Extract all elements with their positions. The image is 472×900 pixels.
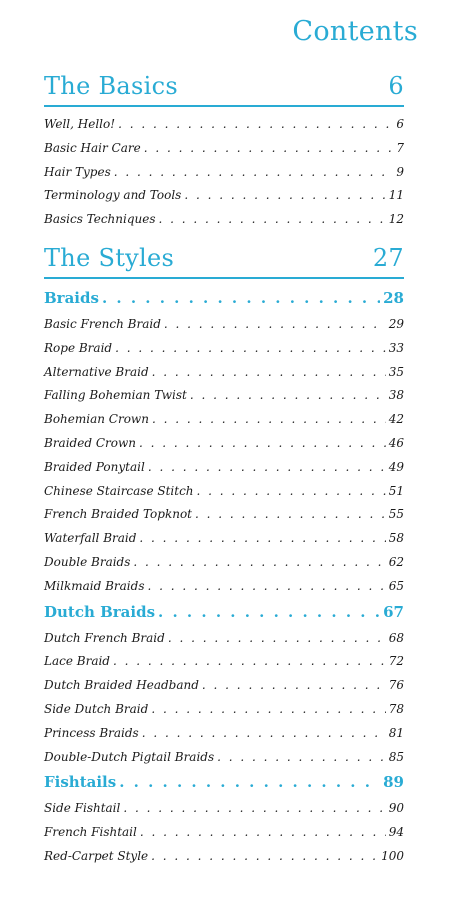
entry-page-number: 65 (388, 578, 404, 593)
entry-label: Side Dutch Braid (44, 701, 149, 716)
dot-leader (123, 801, 385, 815)
entry-label: Bohemian Crown (44, 412, 149, 427)
entry-page-number: 81 (388, 725, 404, 740)
entry-page-number: 68 (388, 630, 404, 645)
toc-entry (44, 654, 404, 678)
toc-list (44, 289, 404, 873)
entry-label: Double Braids (44, 554, 131, 569)
entry-label: Well, Hello! (44, 117, 116, 131)
toc-entry (44, 531, 404, 555)
entry-label: Rope Braid (44, 340, 113, 355)
toc-entry (44, 702, 404, 726)
entry-label: Braided Ponytail (44, 459, 145, 474)
toc-entry (44, 849, 404, 873)
entry-label: Dutch Braided Headband (44, 678, 199, 693)
toc-group-heading (44, 773, 404, 801)
toc-group-heading (44, 289, 404, 317)
dot-leader (142, 726, 386, 740)
toc-entry (44, 507, 404, 531)
entry-page-number: 6 (396, 117, 404, 131)
toc-entry (44, 484, 404, 508)
entry-label: Falling Bohemian Twist (44, 388, 187, 403)
entry-page-number: 85 (388, 749, 404, 764)
entry-label: Chinese Staircase Stitch (44, 483, 194, 498)
dot-leader (164, 317, 386, 331)
toc-entry (44, 678, 404, 702)
entry-page-number: 35 (388, 364, 404, 379)
toc-entry (44, 365, 404, 389)
toc-entry (44, 436, 404, 460)
toc-entry (44, 341, 404, 365)
toc-entry (44, 141, 404, 165)
section-title: The Styles (44, 244, 175, 272)
entry-label: French Braided Topknot (44, 507, 193, 522)
entry-label: Basic French Braid (44, 317, 161, 331)
entry-page-number: 89 (383, 773, 404, 792)
entry-page-number: 33 (388, 340, 404, 355)
entry-page-number: 7 (396, 140, 404, 155)
toc-entry (44, 825, 404, 849)
entry-label: Braids (44, 289, 99, 307)
entry-page-number: 11 (388, 188, 404, 203)
toc-entry (44, 631, 404, 655)
dot-leader (184, 188, 385, 202)
toc-entry (44, 726, 404, 750)
entry-page-number: 55 (388, 507, 404, 522)
toc-entry (44, 388, 404, 412)
dot-leader (159, 212, 386, 226)
entry-page-number: 76 (388, 678, 404, 693)
dot-leader (113, 654, 386, 668)
entry-label: Lace Braid (44, 654, 110, 669)
dot-leader (202, 678, 386, 692)
dot-leader (197, 484, 386, 498)
section-page: 27 (372, 244, 404, 272)
dot-leader (190, 388, 386, 402)
entry-page-number: 12 (388, 212, 404, 227)
entry-page-number: 58 (388, 531, 404, 546)
entry-label: Basics Techniques (44, 212, 156, 227)
entry-page-number: 100 (381, 848, 404, 863)
dot-leader (115, 341, 386, 355)
entry-page-number: 78 (388, 701, 404, 716)
section-title: The Basics (44, 72, 178, 100)
entry-page-number: 67 (383, 602, 404, 621)
dot-leader (168, 631, 386, 645)
toc-entry (44, 412, 404, 436)
section-heading (44, 72, 404, 107)
entry-label: Red-Carpet Style (44, 848, 149, 863)
toc-entry (44, 579, 404, 603)
dot-leader (148, 579, 386, 593)
dot-leader (119, 773, 380, 791)
entry-page-number: 46 (388, 435, 404, 450)
dot-leader (152, 365, 386, 379)
section-heading (44, 244, 404, 279)
entry-page-number: 62 (388, 554, 404, 569)
entry-label: Dutch French Braid (44, 630, 165, 645)
entry-page-number: 90 (388, 801, 404, 816)
dot-leader (148, 460, 386, 474)
section-page: 6 (388, 72, 404, 100)
toc-entry (44, 750, 404, 774)
entry-page-number: 28 (383, 289, 404, 307)
toc-entry (44, 188, 404, 212)
entry-page-number: 94 (388, 825, 404, 840)
dot-leader (139, 436, 386, 450)
entry-label: Fishtails (44, 773, 117, 792)
entry-page-number: 42 (388, 412, 404, 427)
dot-leader (118, 117, 393, 131)
toc-entry (44, 117, 404, 141)
section-styles (44, 244, 404, 873)
entry-label: Dutch Braids (44, 602, 156, 621)
entry-label: French Fishtail (44, 825, 137, 840)
dot-leader (144, 141, 394, 155)
entry-page-number: 49 (388, 459, 404, 474)
toc-group-heading (44, 603, 404, 631)
dot-leader (151, 849, 378, 863)
entry-page-number: 72 (388, 654, 404, 669)
dot-leader (140, 825, 386, 839)
entry-label: Double-Dutch Pigtail Braids (44, 749, 215, 764)
toc-entry (44, 212, 404, 236)
entry-page-number: 29 (388, 317, 404, 331)
toc-entry (44, 801, 404, 825)
entry-label: Waterfall Braid (44, 531, 137, 546)
entry-label: Braided Crown (44, 435, 136, 450)
toc-entry (44, 555, 404, 579)
entry-page-number: 9 (396, 164, 404, 179)
entry-label: Alternative Braid (44, 364, 149, 379)
entry-page-number: 38 (388, 388, 404, 403)
dot-leader (151, 702, 385, 716)
dot-leader (139, 531, 385, 545)
toc-entry (44, 317, 404, 341)
dot-leader (217, 750, 386, 764)
dot-leader (195, 507, 386, 521)
entry-page-number: 51 (388, 483, 404, 498)
entry-label: Terminology and Tools (44, 188, 182, 203)
dot-leader (158, 603, 380, 621)
dot-leader (114, 165, 394, 179)
dot-leader (102, 289, 380, 307)
section-basics (44, 72, 404, 236)
toc-list (44, 117, 404, 236)
toc-entry (44, 460, 404, 484)
toc-entry (44, 165, 404, 189)
entry-label: Basic Hair Care (44, 140, 141, 155)
entry-label: Princess Braids (44, 725, 139, 740)
dot-leader (152, 412, 386, 426)
dot-leader (133, 555, 385, 569)
page-title: Contents (292, 16, 418, 47)
entry-label: Hair Types (44, 164, 111, 179)
entry-label: Side Fishtail (44, 801, 121, 816)
entry-label: Milkmaid Braids (44, 578, 145, 593)
